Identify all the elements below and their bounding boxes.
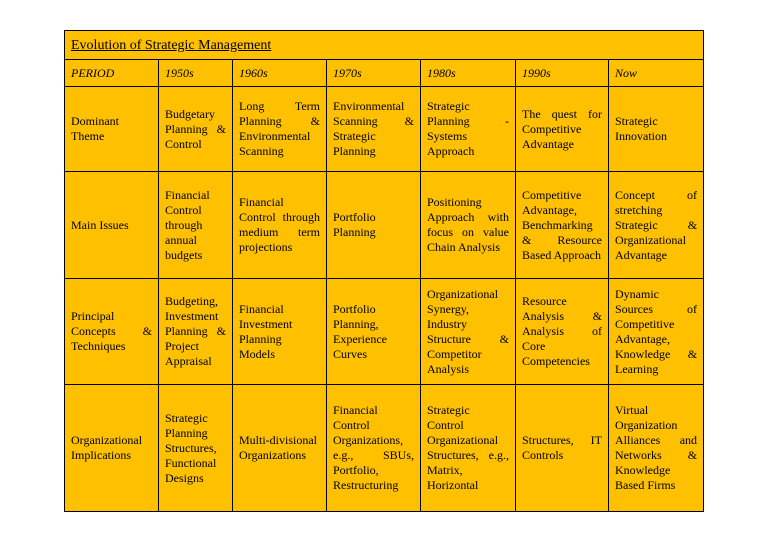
title-row <box>65 31 704 60</box>
table-cell: Long Term Planning & Environmental Scanning <box>233 87 327 172</box>
column-header-1970s: 1970s <box>327 60 421 87</box>
column-header-1980s: 1980s <box>421 60 516 87</box>
table-row-dominant-theme <box>65 87 704 172</box>
table-cell: Structures, IT Controls <box>516 385 609 512</box>
table-cell: Financial Investment Planning Models <box>233 279 327 385</box>
table-title-cell <box>65 31 704 60</box>
table-row-organizational-implications <box>65 385 704 512</box>
table-cell: Financial Control through annual budgets <box>159 172 233 279</box>
column-header-period: PERIOD <box>65 60 159 87</box>
column-header-1960s: 1960s <box>233 60 327 87</box>
row-label: Principal Concepts & Techniques <box>65 279 159 385</box>
table-cell: Resource Analysis & Analysis of Core Competencies <box>516 279 609 385</box>
table-cell: Environmental Scanning & Strategic Planning <box>327 87 421 172</box>
table-cell: Strategic Planning Structures, Functional Designs <box>159 385 233 512</box>
table-cell: Multi-divisional Organizations <box>233 385 327 512</box>
table-cell: Strategic Innovation <box>609 87 704 172</box>
table-cell: Strategic Control Organizational Structures, e.g., Matrix, Horizontal <box>421 385 516 512</box>
column-header-1950s: 1950s <box>159 60 233 87</box>
row-label: Organizational Implications <box>65 385 159 512</box>
table-cell: Portfolio Planning <box>327 172 421 279</box>
evolution-table <box>64 30 704 512</box>
table-cell: Organizational Synergy, Industry Structure & Competitor Analysis <box>421 279 516 385</box>
row-label: Dominant Theme <box>65 87 159 172</box>
table-cell: Financial Control through medium term projections <box>233 172 327 279</box>
table-title: Evolution of Strategic Management <box>71 37 272 53</box>
header-row <box>65 60 704 87</box>
table-cell: Portfolio Planning, Experience Curves <box>327 279 421 385</box>
table-cell: Budgeting, Investment Planning & Project Appraisal <box>159 279 233 385</box>
table-row-principal-concepts <box>65 279 704 385</box>
table-cell: Positioning Approach with focus on value Chain Analysis <box>421 172 516 279</box>
table-cell: Strategic Planning - Systems Approach <box>421 87 516 172</box>
column-header-now: Now <box>609 60 704 87</box>
column-header-1990s: 1990s <box>516 60 609 87</box>
table-cell: Dynamic Sources of Competitive Advantage, Knowledge & Learning <box>609 279 704 385</box>
table-row-main-issues <box>65 172 704 279</box>
table-cell: Budgetary Planning & Control <box>159 87 233 172</box>
table-cell: Virtual Organization Alliances and Networks & Knowledge Based Firms <box>609 385 704 512</box>
table-cell: Concept of stretching Strategic & Organizational Advantage <box>609 172 704 279</box>
table-cell: Competitive Advantage, Benchmarking & Resource Based Approach <box>516 172 609 279</box>
table-cell: Financial Control Organizations, e.g., SBUs, Portfolio, Restructuring <box>327 385 421 512</box>
row-label: Main Issues <box>65 172 159 279</box>
table-cell: The quest for Competitive Advantage <box>516 87 609 172</box>
